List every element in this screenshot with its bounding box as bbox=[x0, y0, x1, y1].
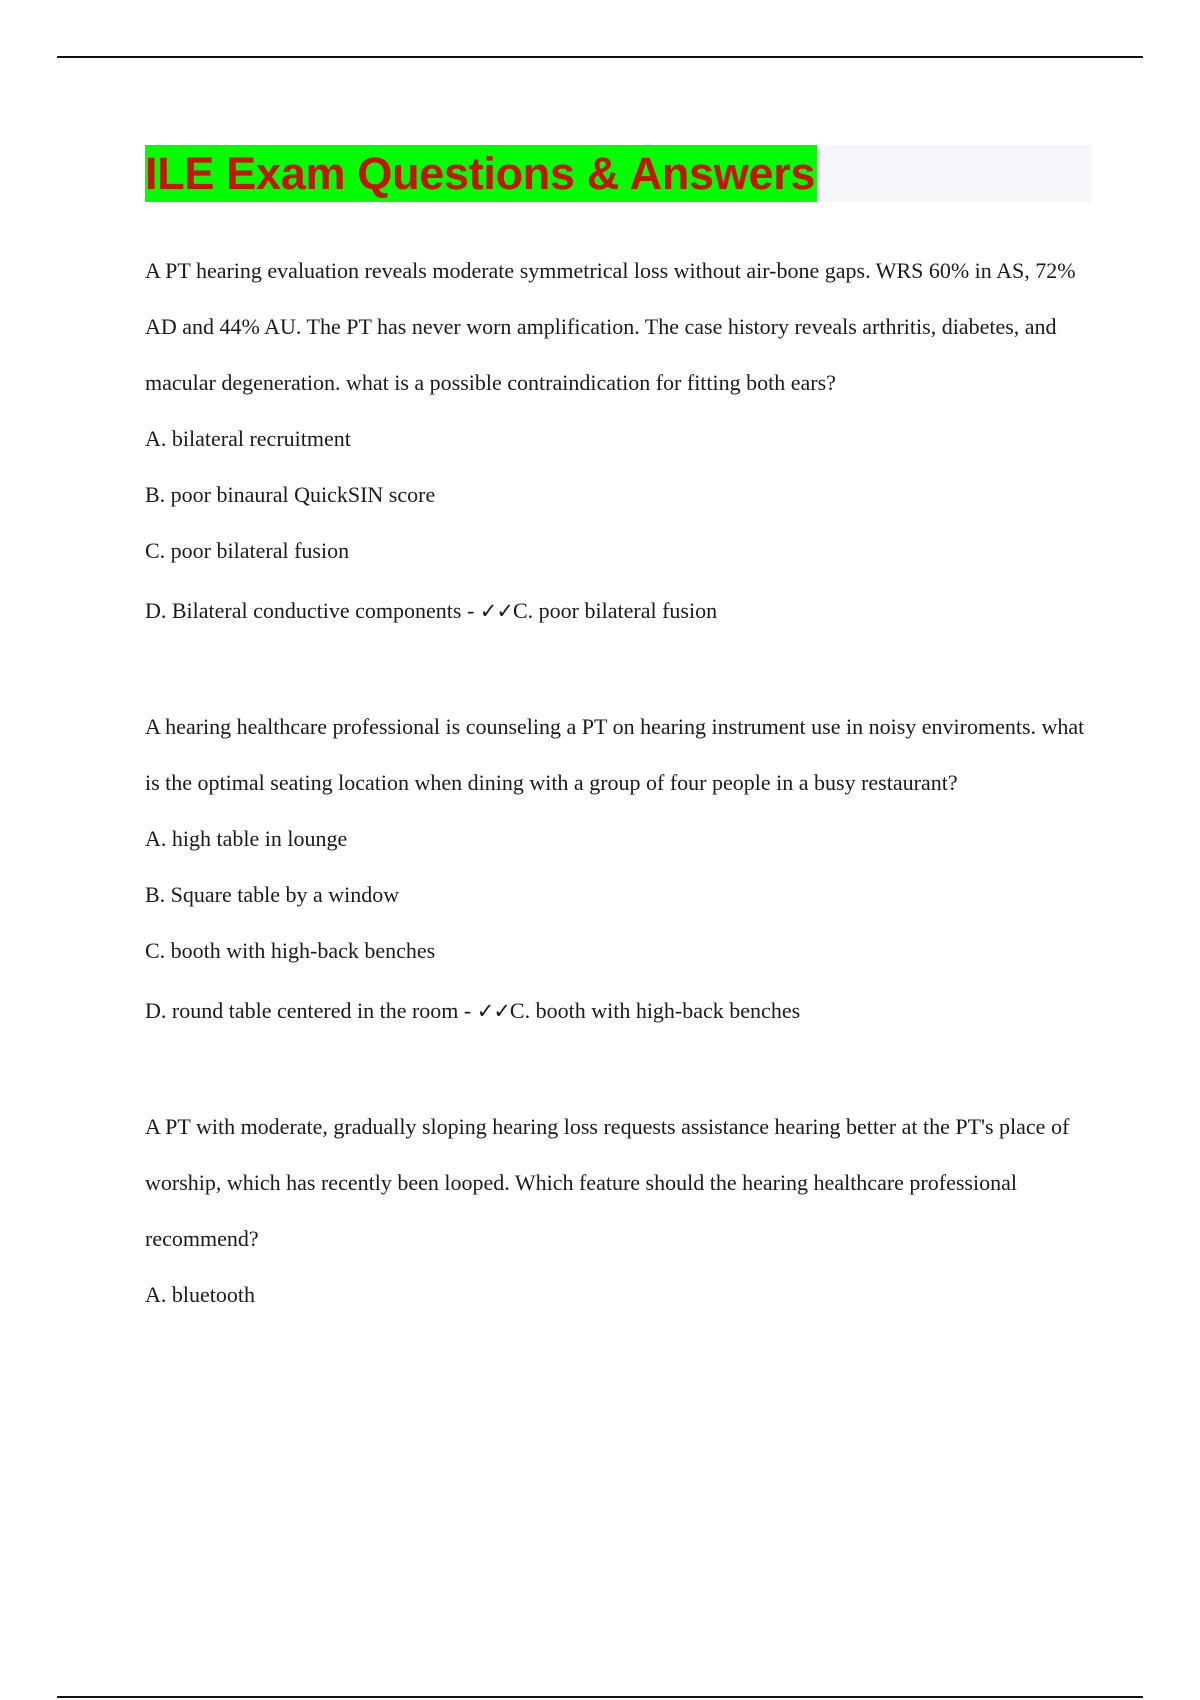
answer-option: B. poor binaural QuickSIN score bbox=[145, 482, 436, 507]
document-body bbox=[145, 243, 1095, 1323]
header-rule bbox=[57, 56, 1143, 58]
title-band bbox=[145, 145, 1092, 202]
answer-option-with-key bbox=[145, 983, 1095, 1039]
footer-rule bbox=[57, 1696, 1143, 1698]
answer-option-text: D. round table centered in the room - bbox=[145, 998, 477, 1023]
question-text: A PT hearing evaluation reveals moderate symmetrical loss without air-bone gaps. WRS 60% in AS, 72% AD and 44% AU. The PT has never worn amplification. The case history reveals arthritis, diabetes, and macular degeneration. what is a possible contraindication for fitting both ears? bbox=[145, 258, 1076, 395]
answer-option: C. booth with high-back benches bbox=[145, 938, 436, 963]
answer-option-text: D. Bilateral conductive components - bbox=[145, 598, 480, 623]
question-block-2 bbox=[145, 699, 1095, 1039]
question-text: A hearing healthcare professional is counseling a PT on hearing instrument use in noisy enviroments. what is the optimal seating location when dining with a group of four people in a busy restaurant? bbox=[145, 714, 1085, 795]
answer-option: B. Square table by a window bbox=[145, 882, 400, 907]
question-block-3 bbox=[145, 1099, 1095, 1323]
question-text: A PT with moderate, gradually sloping hearing loss requests assistance hearing better at the PT's place of worship, which has recently been looped. Which feature should the hearing healthcare professional recommend? bbox=[145, 1114, 1070, 1251]
double-check-icon: ✓✓ bbox=[479, 599, 513, 623]
document-title: ILE Exam Questions & Answers bbox=[145, 145, 817, 202]
answer-option: A. bluetooth bbox=[145, 1282, 255, 1307]
answer-option: C. poor bilateral fusion bbox=[145, 538, 350, 563]
double-check-icon: ✓✓ bbox=[476, 999, 510, 1023]
answer-option: A. high table in lounge bbox=[145, 826, 348, 851]
answer-option-with-key bbox=[145, 583, 1095, 639]
question-block-1 bbox=[145, 243, 1095, 639]
answer-option: A. bilateral recruitment bbox=[145, 426, 351, 451]
correct-answer: C. booth with high-back benches bbox=[509, 998, 801, 1023]
correct-answer: C. poor bilateral fusion bbox=[513, 598, 718, 623]
